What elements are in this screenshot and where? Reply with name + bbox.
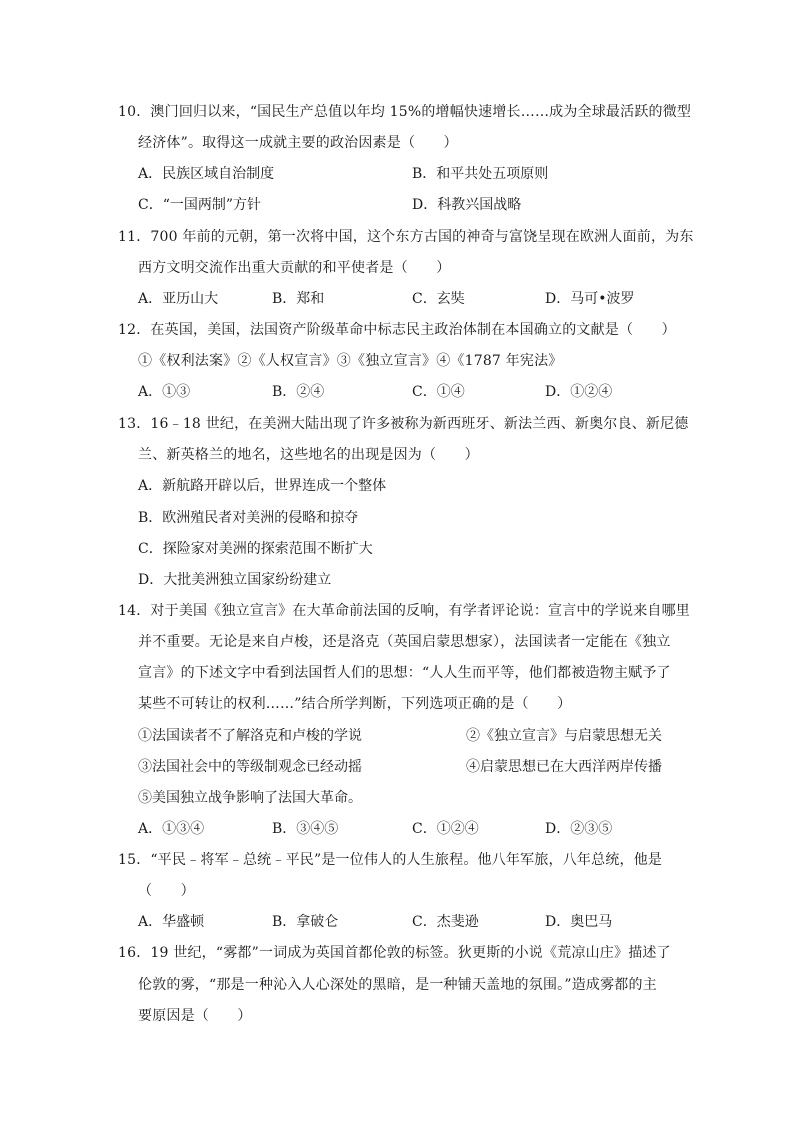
option-b: B．欧洲殖民者对美洲的侵略和掠夺 [138, 510, 359, 526]
statement-2: ②《独立宣言》与启蒙思想无关 [466, 728, 662, 744]
question-stem: 并不重要。无论是来自卢梭，还是洛克（英国启蒙思想家），法国读者一定能在《独立 [138, 634, 671, 650]
option-c: C．玄奘 [412, 291, 465, 307]
option-d: D．奥巴马 [545, 914, 613, 930]
option-c: C．“一国两制”方针 [138, 197, 262, 213]
option-a: A．华盛顿 [138, 914, 205, 930]
statement-1: ①法国读者不了解洛克和卢梭的学说 [138, 728, 362, 744]
question-stem: 13．16﹣18 世纪，在美洲大陆出现了许多被称为新西班牙、新法兰西、新奥尔良、新尼德 [118, 416, 689, 432]
option-d: D．马可•波罗 [545, 291, 635, 307]
option-b: B．③④⑤ [272, 821, 339, 837]
option-c: C．①②④ [412, 821, 479, 837]
option-b: B．和平共处五项原则 [412, 166, 549, 182]
question-stem: 12．在英国，美国，法国资产阶级革命中标志民主政治体制在本国确立的文献是（ ） [118, 322, 676, 338]
question-stem: 西方文明交流作出重大贡献的和平使者是（ ） [138, 260, 451, 276]
option-c: C．①④ [412, 384, 465, 400]
question-stem: 要原因是（ ） [138, 1008, 252, 1024]
statement-5: ⑤美国独立战争影响了法国大革命。 [138, 790, 362, 806]
statement-3: ③法国社会中的等级制观念已经动摇 [138, 759, 362, 775]
question-stem: 兰、新英格兰的地名，这些地名的出现是因为（ ） [138, 447, 479, 463]
question-stem: 11．700 年前的元朝，第一次将中国，这个东方古国的神奇与富饶呈现在欧洲人面前，为东 [118, 229, 694, 245]
option-a: A．民族区域自治制度 [138, 166, 275, 182]
option-a: A．①③ [138, 384, 191, 400]
question-stem: 15．“平民﹣将军﹣总统﹣平民”是一位伟人的人生旅程。他八年军旅，八年总统，他是 [118, 852, 663, 868]
option-a: A．亚历山大 [138, 291, 219, 307]
question-stem: 14．对于美国《独立宣言》在大革命前法国的反响，有学者评论说：宣言中的学说来自哪里 [118, 603, 691, 619]
option-c: C．杰斐逊 [412, 914, 479, 930]
option-c: C．探险家对美洲的探索范围不断扩大 [138, 541, 373, 557]
question-stem: 经济体”。取得这一成就主要的政治因素是（ ） [138, 135, 458, 151]
question-stem: 某些不可转让的权利……”结合所学判断，下列选项正确的是（ ） [138, 696, 572, 712]
option-d: D．①②④ [545, 384, 613, 400]
question-stem: （ ） [138, 883, 195, 899]
question-stem: 宣言》的下述文字中看到法国哲人们的思想：“人人生而平等，他们都被造物主赋予了 [138, 665, 671, 681]
option-d: D．②③⑤ [545, 821, 613, 837]
question-statements: ①《权利法案》②《人权宣言》③《独立宣言》④《1787 年宪法》 [138, 353, 563, 369]
option-b: B．拿破仑 [272, 914, 339, 930]
question-stem: 10．澳门回归以来，“国民生产总值以年均 15%的增幅快速增长……成为全球最活跃的微型 [118, 104, 692, 120]
option-b: B．②④ [272, 384, 325, 400]
question-stem: 伦敦的雾，“那是一种沁入人心深处的黑暗，是一种铺天盖地的氛围。”造成雾都的主 [138, 977, 657, 993]
option-a: A．①③④ [138, 821, 205, 837]
statement-4: ④启蒙思想已在大西洋两岸传播 [466, 759, 662, 775]
option-d: D．大批美洲独立国家纷纷建立 [138, 572, 332, 588]
option-b: B．郑和 [272, 291, 325, 307]
question-stem: 16．19 世纪，“雾都”一词成为英国首都伦敦的标签。狄更斯的小说《荒凉山庄》描述了 [118, 945, 671, 961]
option-d: D．科教兴国战略 [412, 197, 522, 213]
option-a: A．新航路开辟以后，世界连成一个整体 [138, 478, 387, 494]
